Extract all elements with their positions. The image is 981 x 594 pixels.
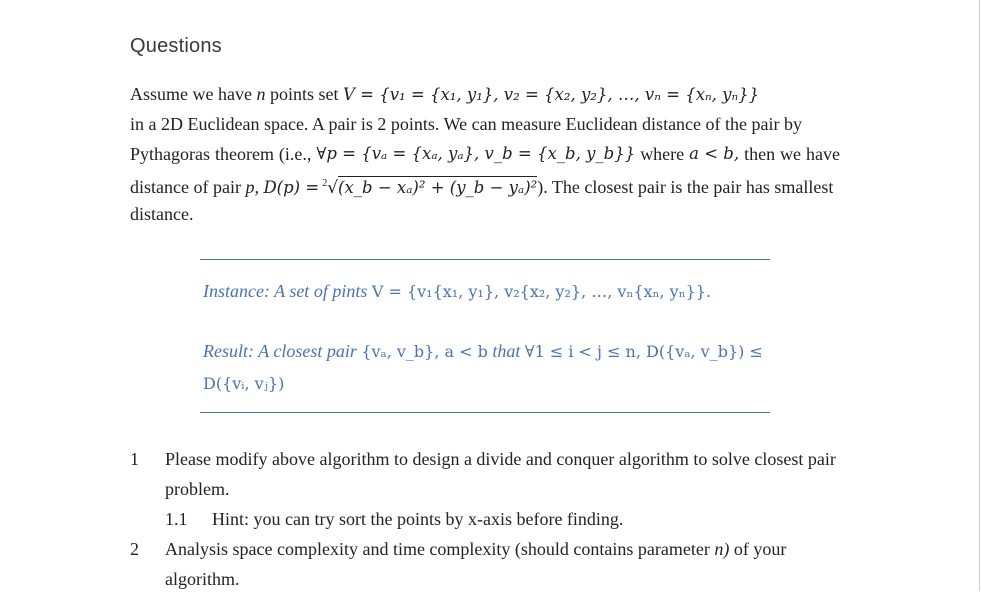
result-line [203,336,763,367]
intro-text: ). The closest pair is the pair has smallest [537,177,834,197]
intro-word: we [780,144,802,164]
subquestion-text: Hint: you can try sort the points by x-axis before finding. [212,509,624,529]
box-top-rule [200,259,770,260]
result-line-2 [203,368,284,399]
pair-formula: ∀p = {vₐ = {xₐ, yₐ}, v_b = {x_b, y_b}} [316,144,636,163]
points-set-formula: V = {v₁ = {x₁, y₁}, v₂ = {x₂, y₂}, …, vₙ = {xₙ, yₙ}} [342,85,760,104]
intro-line-5: distance. [130,204,194,224]
intro-word: where [640,144,685,164]
intro-line-3 [130,139,840,169]
intro-word: Pythagoras [130,144,210,164]
result-condition-cont: D({vᵢ, vⱼ}) [203,374,285,393]
intro-line-4 [130,169,840,199]
question-number: 1 [130,449,139,469]
page-edge [979,0,980,591]
box-bottom-rule [200,412,770,413]
intro-line-1 [130,79,840,109]
question-text: Please modify above algorithm to design a divide and conquer algorithm to solve closest pair problem. [165,449,836,499]
intro-text: Assume we have [130,84,252,104]
instance-formula: V = {v₁{x₁, y₁}, v₂{x₂, y₂}, …, vₙ{xₙ, yₙ}}. [371,282,712,301]
instance-line [203,276,711,307]
result-that: that [492,341,521,361]
sqrt-icon: √ [327,178,339,198]
result-formula: {vₐ, v_b}, a < b [361,342,488,361]
question-text [165,534,840,594]
result-label: Result: A closest pair [203,341,357,361]
section-heading: Questions [130,35,222,57]
distance-formula-lhs: D(p) = [263,178,320,197]
intro-text: points set [269,84,339,104]
intro-var-n: n [256,84,266,104]
intro-word: have [806,144,840,164]
intro-text: distance of pair [130,177,241,197]
intro-line-2: in a 2D Euclidean space. A pair is 2 points. We can measure Euclidean distance of the pair by [130,114,803,134]
intro-var-p: p, [245,177,259,197]
intro-word: then [744,144,776,164]
question-var-n: n) [714,539,730,559]
distance-formula-radicand: (x_b − xₐ)² + (y_b − yₐ)² [338,178,538,197]
question-text-part: of your algorithm. [165,539,787,589]
root-index: 2 [322,178,328,189]
intro-word: (i.e., [278,144,312,164]
subquestion-number: 1.1 [165,509,188,529]
question-text-part: Analysis space complexity and time complexity (should contains parameter [165,539,710,559]
intro-word: theorem [214,144,274,164]
result-condition: ∀1 ≤ i < j ≤ n, D({vₐ, v_b}) ≤ [524,342,763,361]
instance-label: Instance: A set of pints [203,281,368,301]
index-condition: a < b, [689,144,740,163]
question-number: 2 [130,539,139,559]
